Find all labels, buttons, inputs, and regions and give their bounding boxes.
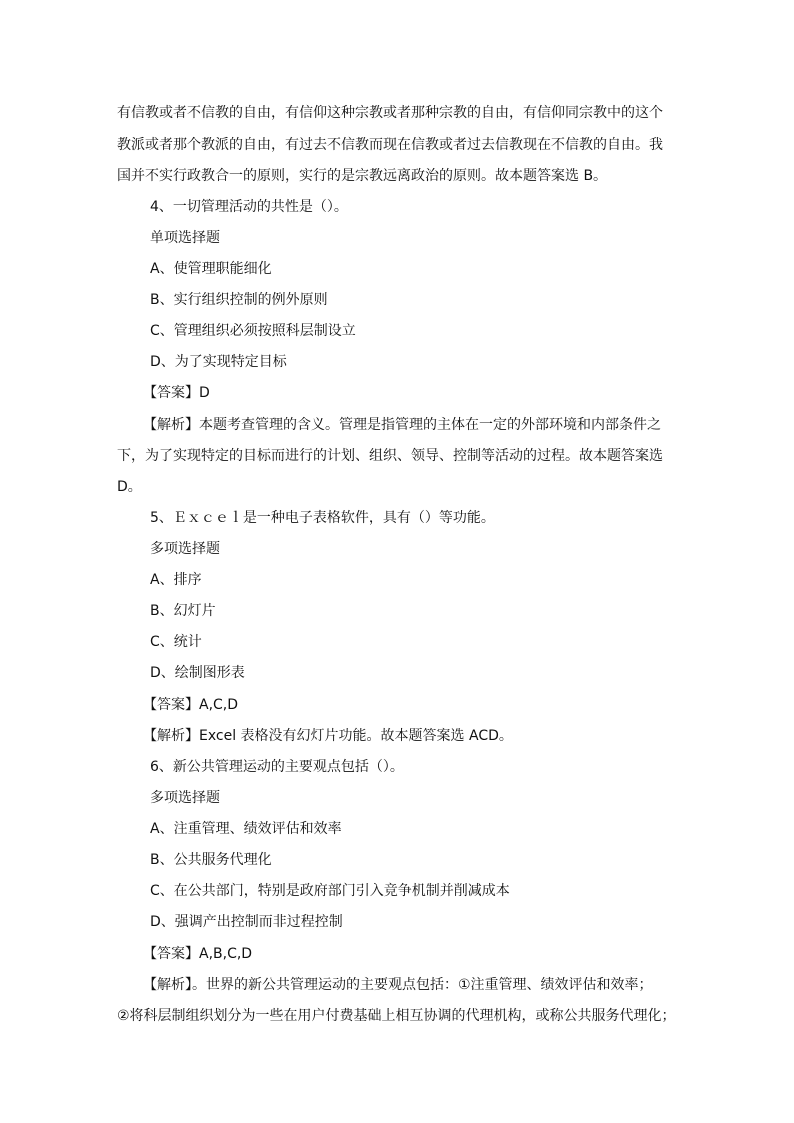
q4-option-a: A、使管理职能细化: [150, 261, 272, 277]
answer-label: 【答案】: [143, 385, 199, 401]
q5-option-d: D、绘制图形表: [150, 665, 245, 681]
analysis-label: 【解析】: [143, 977, 192, 993]
q4-analysis-line-3: D。: [117, 479, 142, 495]
q6-analysis-line-2: ②将科层制组织划分为一些在用户付费基础上相互协调的代理机构，或称公共服务代理化；: [117, 1008, 676, 1024]
q4-answer: [143, 383, 210, 403]
q4-option-c: C、管理组织必须按照科层制设立: [150, 323, 356, 339]
q4-analysis-line-2: 下，为了实现特定的目标而进行的计划、组织、领导、控制等活动的过程。故本题答案选: [117, 448, 663, 464]
answer-label: 【答案】: [143, 946, 199, 962]
q6-option-b: B、公共服务代理化: [150, 852, 272, 868]
q6-option-a: A、注重管理、绩效评估和效率: [150, 821, 342, 837]
analysis-text: 。世界的新公共管理运动的主要观点包括：①注重管理、绩效评估和效率；: [192, 977, 653, 993]
analysis-text: 本题考查管理的含义。管理是指管理的主体在一定的外部环境和内部条件之: [199, 417, 661, 433]
q5-stem: 5、Ｅｘｃｅｌ是一种电子表格软件，具有（）等功能。: [150, 510, 495, 526]
q4-stem: 4、一切管理活动的共性是（）。: [150, 199, 348, 215]
q6-option-d: D、强调产出控制而非过程控制: [150, 914, 343, 930]
q5-option-b: B、幻灯片: [150, 603, 216, 619]
q6-analysis-line-1: [143, 975, 653, 995]
q5-option-c: C、统计: [150, 634, 202, 650]
answer-value: D: [199, 385, 210, 401]
q6-stem: 6、新公共管理运动的主要观点包括（）。: [150, 759, 404, 775]
q4-type: 单项选择题: [150, 230, 220, 246]
prev-analysis-line-2: 教派或者那个教派的自由，有过去不信教而现在信教或者过去信教现在不信教的自由。我: [117, 137, 663, 153]
q4-option-d: D、为了实现特定目标: [150, 354, 287, 370]
q5-answer: [143, 695, 238, 715]
prev-analysis-line-1: 有信教或者不信教的自由，有信仰这种宗教或者那种宗教的自由，有信仰同宗教中的这个: [117, 105, 663, 121]
q4-option-b: B、实行组织控制的例外原则: [150, 292, 328, 308]
q5-type: 多项选择题: [150, 541, 220, 557]
analysis-text: Excel 表格没有幻灯片功能。故本题答案选 ACD。: [199, 728, 513, 744]
answer-value: A,C,D: [199, 697, 239, 713]
answer-label: 【答案】: [143, 697, 199, 713]
q4-analysis-line-1: [143, 415, 661, 435]
q6-type: 多项选择题: [150, 790, 220, 806]
prev-analysis-line-3: 国并不实行政教合一的原则，实行的是宗教远离政治的原则。故本题答案选 B。: [117, 168, 608, 184]
q5-option-a: A、排序: [150, 572, 202, 588]
analysis-label: 【解析】: [143, 728, 199, 744]
answer-value: A,B,C,D: [199, 946, 253, 962]
q5-analysis: [143, 726, 513, 746]
q6-answer: [143, 944, 252, 964]
analysis-label: 【解析】: [143, 417, 199, 433]
q6-option-c: C、在公共部门，特别是政府部门引入竞争机制并削减成本: [150, 883, 510, 899]
